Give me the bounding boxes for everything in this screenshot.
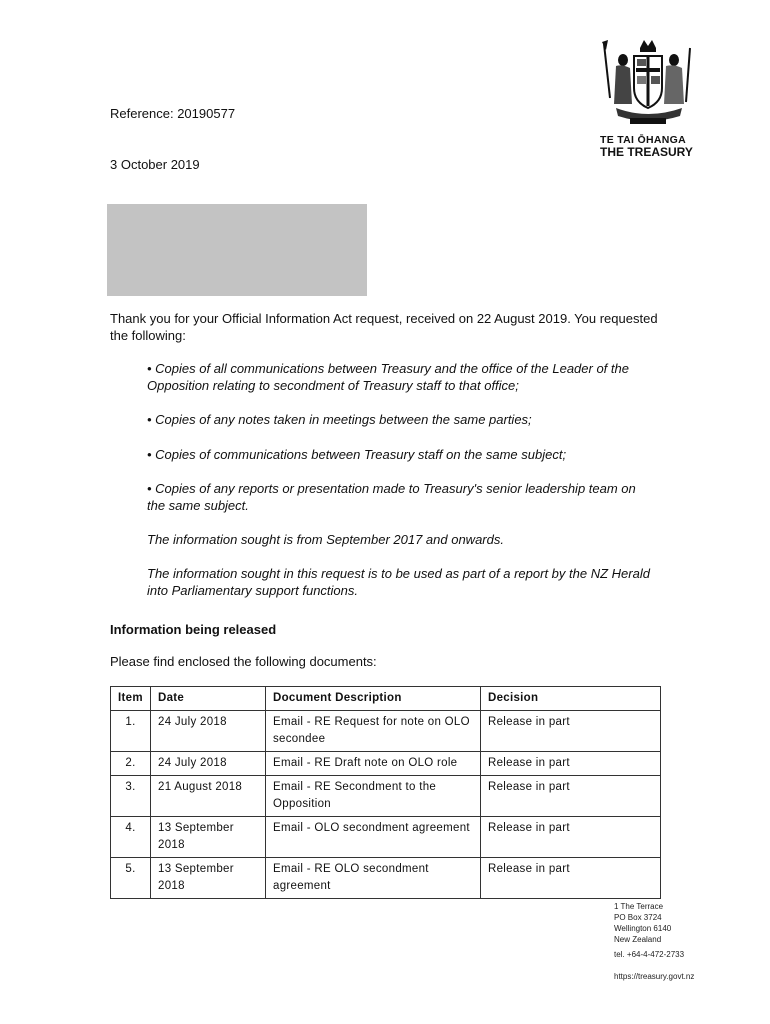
item-decision: Release in part	[481, 752, 661, 776]
address-line: New Zealand	[614, 935, 662, 944]
column-header-description: Document Description	[266, 687, 481, 711]
item-decision: Release in part	[481, 858, 661, 899]
table-row	[111, 776, 661, 817]
item-decision: Release in part	[481, 711, 661, 752]
item-date: 13 September 2018	[151, 817, 266, 858]
table-row	[111, 858, 661, 899]
item-date: 21 August 2018	[151, 776, 266, 817]
telephone-number: tel. +64-4-472-2733	[614, 950, 685, 959]
time-range-note: The information sought is from September 2017 and onwards.	[147, 532, 504, 547]
column-header-item: Item	[111, 687, 151, 711]
request-bullet: • Copies of any reports or presentation made to Treasury's senior leadership team on the same subject.	[147, 481, 636, 513]
coat-of-arms-logo	[596, 38, 700, 130]
address-line: PO Box 3724	[614, 913, 662, 922]
column-header-decision: Decision	[481, 687, 661, 711]
item-number: 1.	[111, 711, 151, 752]
column-header-date: Date	[151, 687, 266, 711]
table-row	[111, 817, 661, 858]
item-decision: Release in part	[481, 817, 661, 858]
letter-date: 3 October 2019	[110, 157, 200, 172]
item-number: 4.	[111, 817, 151, 858]
item-description: Email - RE Secondment to the Opposition	[266, 776, 481, 817]
department-name-maori: TE TAI ŌHANGA	[600, 134, 686, 146]
address-line: 1 The Terrace	[614, 902, 664, 911]
item-number: 3.	[111, 776, 151, 817]
documents-table	[110, 686, 661, 899]
item-date: 24 July 2018	[151, 711, 266, 752]
item-decision: Release in part	[481, 776, 661, 817]
table-row	[111, 711, 661, 752]
item-description: Email - OLO secondment agreement	[266, 817, 481, 858]
redacted-address-block	[107, 204, 367, 296]
request-bullet: • Copies of any notes taken in meetings between the same parties;	[147, 412, 532, 427]
department-name-english: THE TREASURY	[600, 145, 693, 159]
request-bullet: • Copies of communications between Treasury staff on the same subject;	[147, 447, 567, 462]
item-number: 2.	[111, 752, 151, 776]
item-date: 13 September 2018	[151, 858, 266, 899]
table-header-row	[111, 687, 661, 711]
enclosed-intro: Please find enclosed the following documents:	[110, 654, 377, 669]
purpose-note: The information sought in this request is to be used as part of a report by the NZ Herald into Parliamentary support functions.	[147, 566, 650, 598]
table-row	[111, 752, 661, 776]
item-date: 24 July 2018	[151, 752, 266, 776]
intro-paragraph: Thank you for your Official Information Act request, received on 22 August 2019. You requested the following:	[110, 311, 658, 343]
request-bullet: • Copies of all communications between Treasury and the office of the Leader of the Opposition relating to secondment of Treasury staff to that office;	[147, 361, 629, 393]
item-number: 5.	[111, 858, 151, 899]
reference-number: Reference: 20190577	[110, 106, 236, 121]
item-description: Email - RE Request for note on OLO secondee	[266, 711, 481, 752]
section-heading: Information being released	[110, 622, 277, 637]
website-link[interactable]: https://treasury.govt.nz	[614, 972, 695, 981]
item-description: Email - RE OLO secondment agreement	[266, 858, 481, 899]
address-line: Wellington 6140	[614, 924, 672, 933]
item-description: Email - RE Draft note on OLO role	[266, 752, 481, 776]
